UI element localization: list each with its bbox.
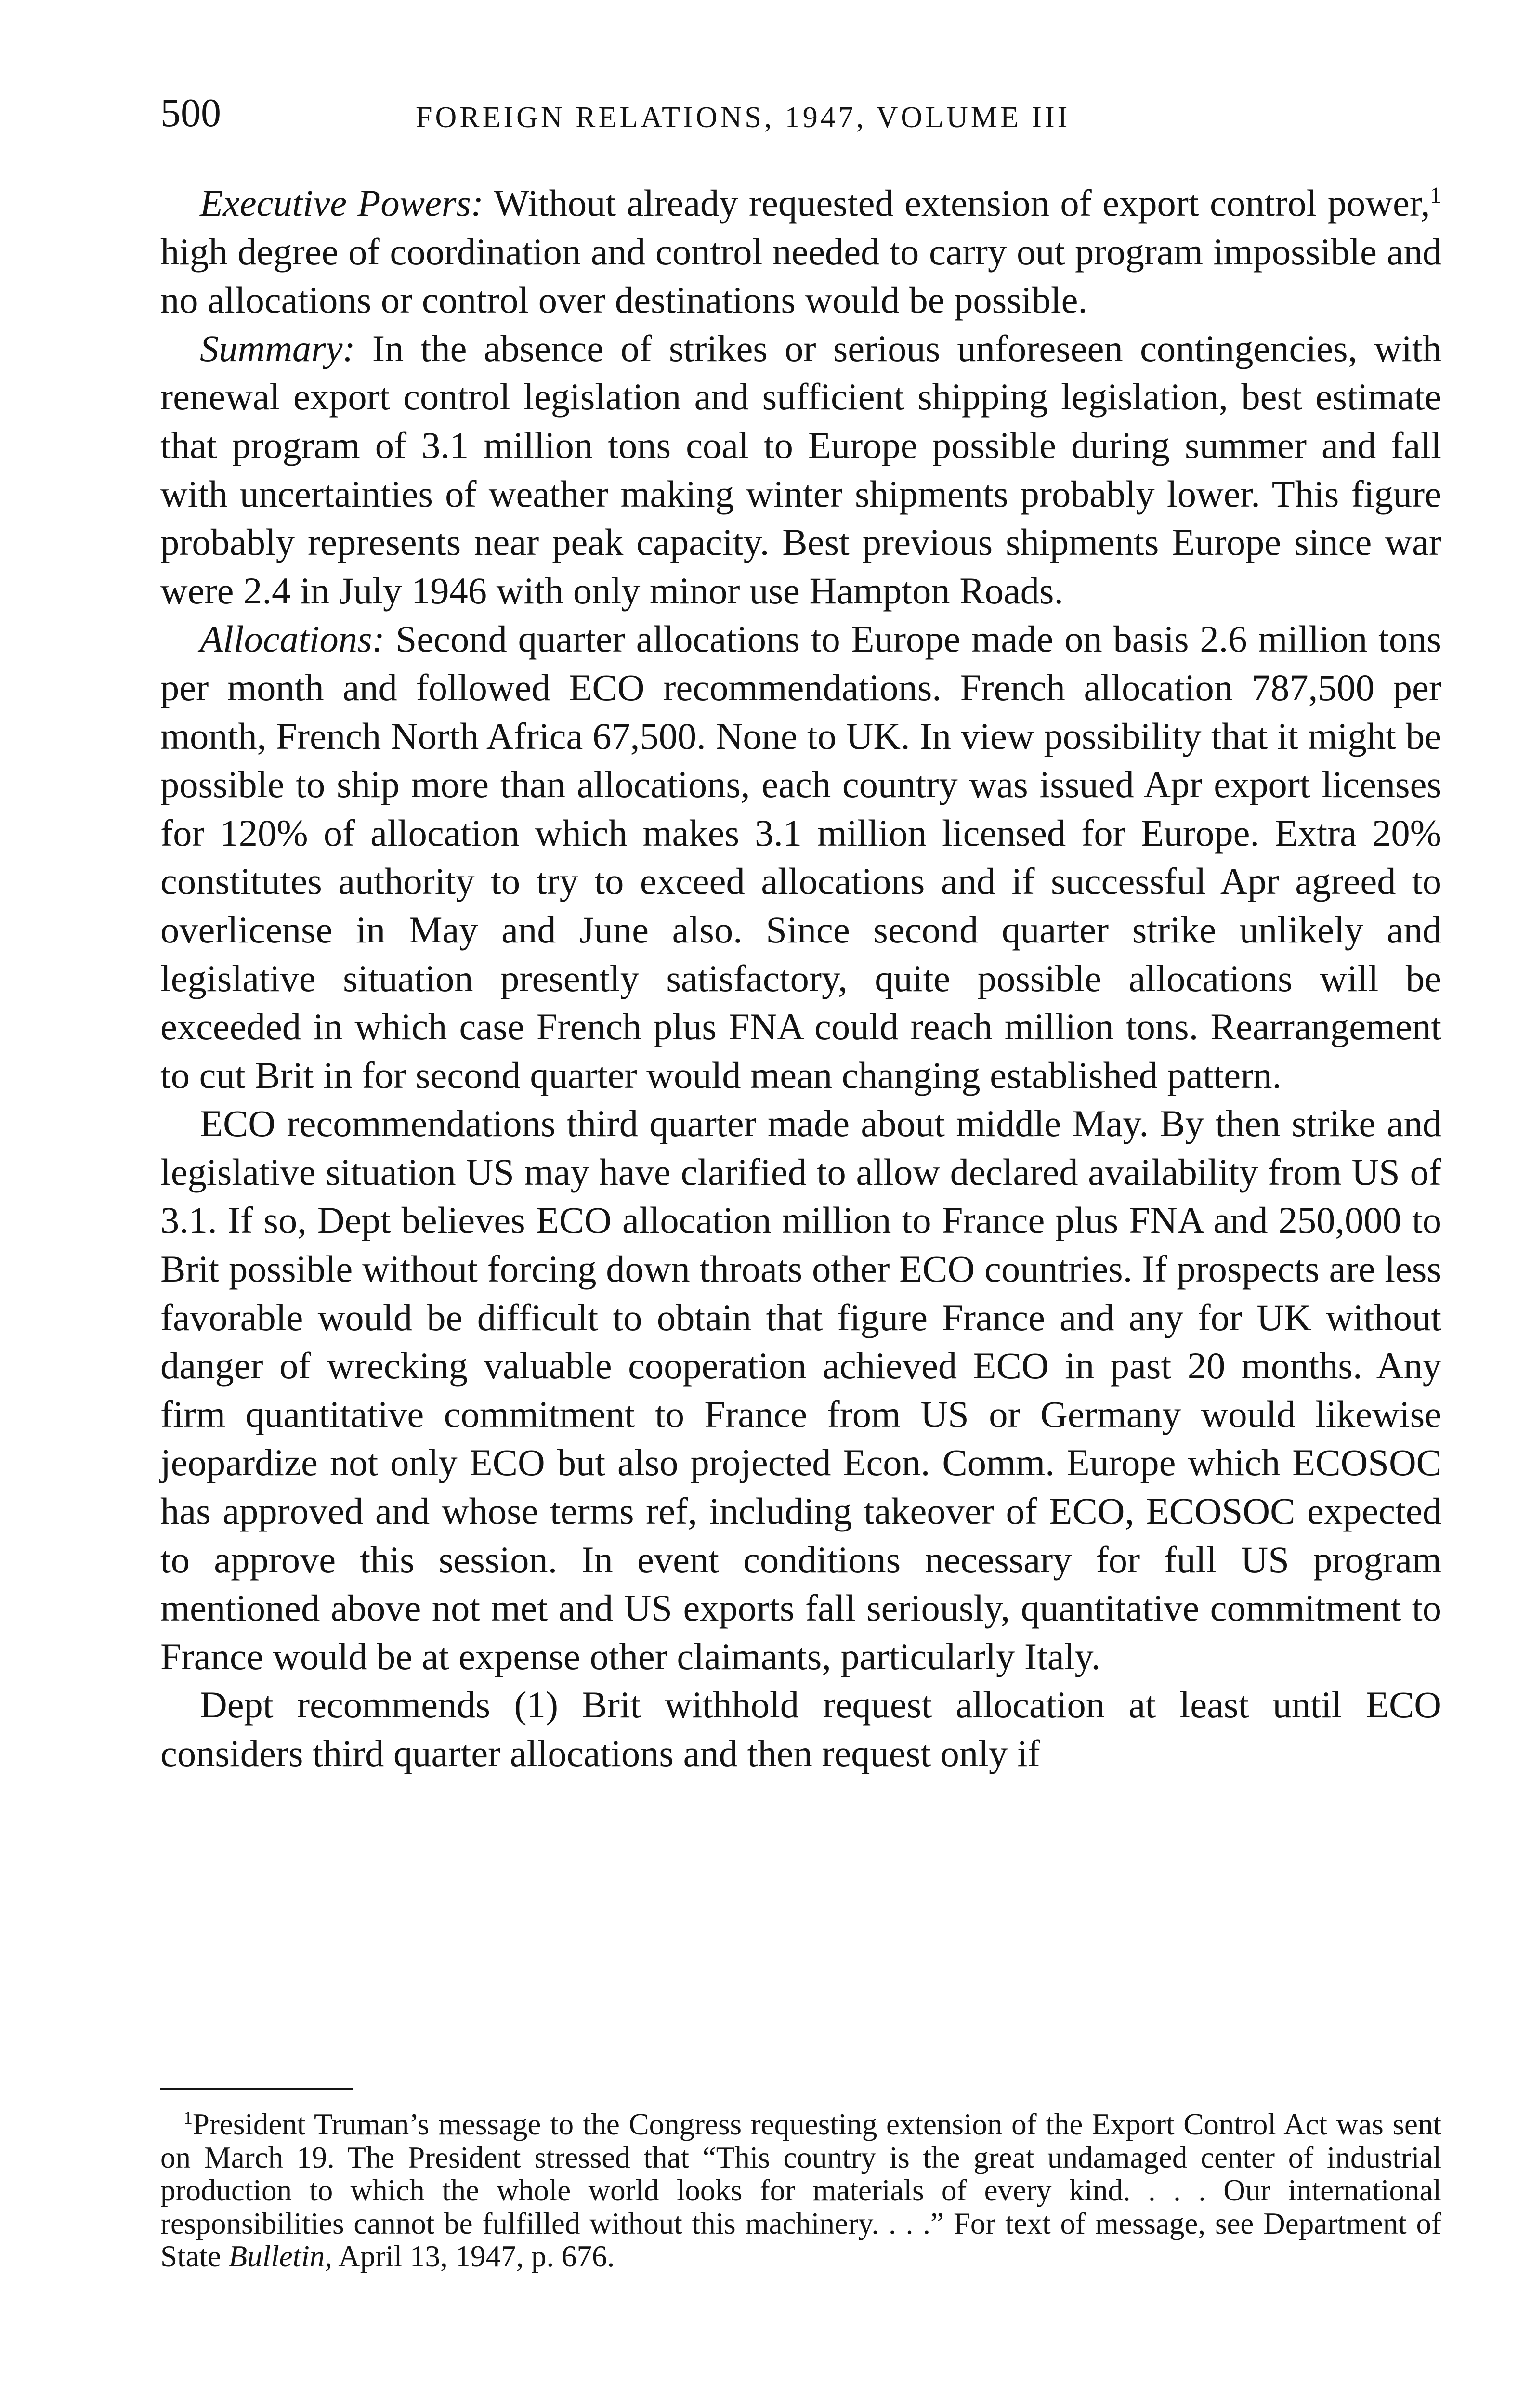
paragraph-lead: Summary: [200, 327, 355, 369]
paragraph-allocations [160, 615, 1441, 1099]
paragraph-text: ECO recommendations third quarter made about middle May. By then strike and legislative situation US may have clarified to allow declared availability from US of 3.1. If so, Dept believes ECO allocation million to France plus FNA and 250,000 to Brit possible without forcing down throats other ECO countries. If prospects are less favorable would be difficult to obtain that figure France and any for UK without danger of wrecking valuable cooperation achieved ECO in past 20 months. Any firm quantitative commitment to France from US or Germany would likewise jeopardize not only ECO but also projected Econ. Comm. Europe which ECOSOC has approved and whose terms ref, including takeover of ECO, ECOSOC expected to approve this session. In event conditions necessary for full US program mentioned above not met and US exports fall seriously, quantitative commitment to France would be at expense other claimants, particularly Italy. [160, 1102, 1441, 1677]
running-head: FOREIGN RELATIONS, 1947, VOLUME III [416, 101, 1071, 134]
body-text [160, 179, 1441, 1778]
paragraph-lead: Allocations: [200, 618, 385, 660]
footnotes [160, 2108, 1441, 2273]
paragraph-summary [160, 325, 1441, 615]
paragraph-executive-powers [160, 179, 1441, 325]
paragraph-text: Dept recommends (1) Brit withhold request allocation at least until ECO considers third quarter allocations and then request only if [160, 1684, 1441, 1774]
page-number: 500 [160, 91, 221, 135]
paragraph-text: In the absence of strikes or serious unforeseen contingencies, with renewal export control legislation and sufficient shipping legislation, best estimate that program of 3.1 million tons coal to Europe possible during summer and fall with uncertainties of weather making winter shipments probably lower. This figure probably represents near peak capacity. Best previous shipments Europe since war were 2.4 in July 1946 with only minor use Hampton Roads. [160, 327, 1441, 612]
footnote-1 [160, 2108, 1441, 2273]
paragraph-dept-recommends [160, 1681, 1441, 1778]
footnote-divider [160, 2088, 353, 2090]
paragraph-text: high degree of coordination and control needed to carry out program impossible and no allocations or control over destinations would be possible. [160, 230, 1441, 321]
footnote-text: , April 13, 1947, p. 676. [325, 2239, 615, 2273]
footnote-publication: Bulletin [228, 2239, 325, 2273]
paragraph-text: Second quarter allocations to Europe made on basis 2.6 million tons per month and followed ECO recommendations. French allocation 787,500 per month, French North Africa 67,500. None to UK. In view possibility that it might be possible to ship more than allocations, each country was issued Apr export licenses for 120% of allocation which makes 3.1 million licensed for Europe. Extra 20% constitutes authority to try to exceed allocations and if successful Apr agreed to overlicense in May and June also. Since second quarter strike unlikely and legislative situation presently satisfactory, quite possible allocations will be exceeded in which case French plus FNA could reach million tons. Rearrangement to cut Brit in for second quarter would mean changing established pattern. [160, 618, 1441, 1096]
paragraph-text: Without already requested extension of export control power, [484, 182, 1430, 224]
footnote-reference: 1 [1430, 183, 1441, 208]
footnote-marker: 1 [183, 2108, 193, 2128]
paragraph-lead: Executive Powers: [200, 182, 484, 224]
page-header [160, 87, 1441, 144]
footnote-text: President Truman’s message to the Congress requesting extension of the Export Control Act was sent on March 19. The President stressed that “This country is the great undamaged center of industrial production to which the whole world looks for materials of every kind. . . . Our international responsibilities cannot be fulfilled without this machinery. . . .” For text of message, see Department of State [160, 2107, 1441, 2273]
paragraph-eco-recommendations [160, 1099, 1441, 1681]
